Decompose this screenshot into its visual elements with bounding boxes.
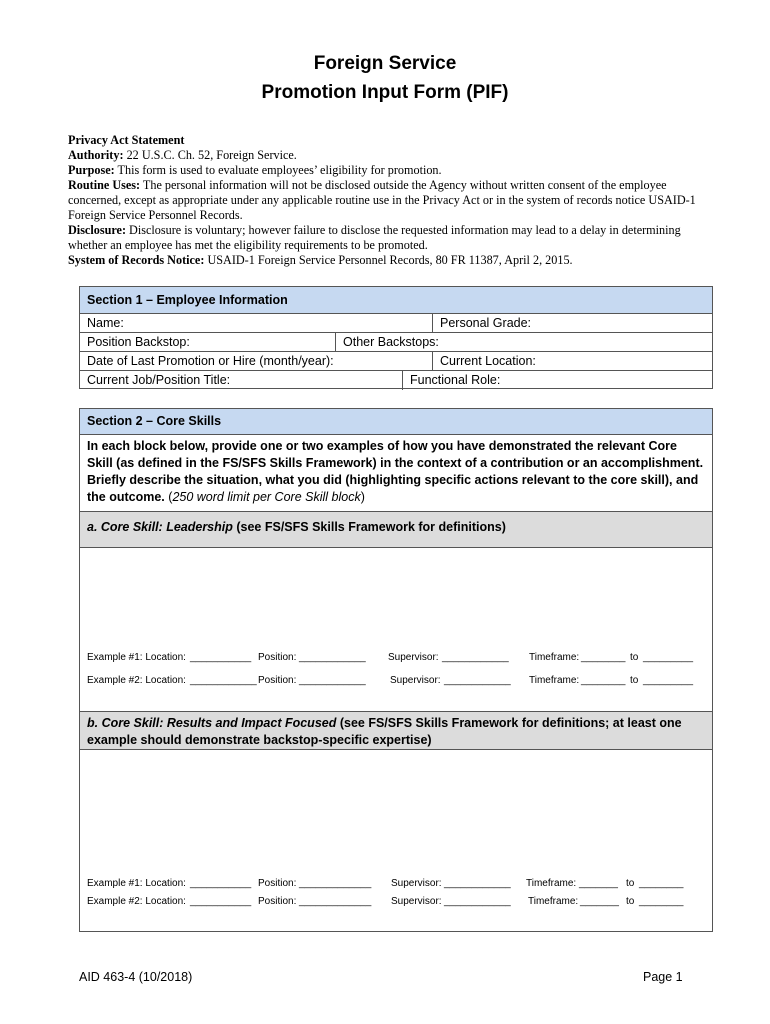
row-name xyxy=(80,314,712,333)
page-number: Page 1 xyxy=(643,970,683,984)
ex2-position-blank[interactable]: ____________ xyxy=(299,675,366,686)
b-ex1-to-blank[interactable]: ________ xyxy=(639,878,684,889)
form-title-line2: Promotion Input Form (PIF) xyxy=(261,82,509,103)
ex1-location-blank[interactable]: ___________ xyxy=(190,652,252,663)
ex1-to-blank[interactable]: _________ xyxy=(643,652,694,663)
sorn-line: System of Records Notice: USAID-1 Foreign Service Personnel Records, 80 FR 11387, April 2, 2015. xyxy=(68,253,573,267)
section2-header: Section 2 – Core Skills xyxy=(80,409,712,435)
last-promotion-date-field[interactable]: Date of Last Promotion or Hire (month/year): xyxy=(87,354,334,368)
routine-uses-line: Routine Uses: The personal information will not be disclosed outside the Agency without written consent of the employee concerned, except as appropriate under any applicable routine use in the Privacy Act or in the system of records notice USAID-1 Foreign Service Personnel Records. xyxy=(68,178,696,222)
disclosure-line: Disclosure: Disclosure is voluntary; however failure to disclose the requested information may lead to a delay in determining whether an employee has met the eligibility requirements to be promoted. xyxy=(68,223,681,252)
b-ex1-position-blank[interactable]: _____________ xyxy=(299,878,372,889)
ex1-position-blank[interactable]: ____________ xyxy=(299,652,366,663)
section1-employee-information xyxy=(79,286,713,389)
core-skill-leadership-header: a. Core Skill: Leadership (see FS/SFS Skills Framework for definitions) xyxy=(80,512,712,548)
b-ex1-supervisor-blank[interactable]: ____________ xyxy=(444,878,511,889)
row-promotion-date xyxy=(80,352,712,371)
b-ex2-to-blank[interactable]: ________ xyxy=(639,896,684,907)
b-ex2-timeframe-blank[interactable]: _______ xyxy=(580,896,619,907)
ex2-location-blank[interactable]: ____________ xyxy=(190,675,257,686)
b-ex2-position-blank[interactable]: _____________ xyxy=(299,896,372,907)
ex2-to-blank[interactable]: _________ xyxy=(643,675,694,686)
name-field[interactable]: Name: xyxy=(87,316,124,330)
core-skill-results-header: b. Core Skill: Results and Impact Focused (see FS/SFS Skills Framework for definitions; at least one example should demonstrate backstop-specific expertise) xyxy=(80,712,712,750)
purpose-line: Purpose: This form is used to evaluate employees’ eligibility for promotion. xyxy=(68,163,442,177)
privacy-act-statement xyxy=(68,133,718,268)
leadership-response-area[interactable]: Example #1: Location: ___________ Position: ____________ Supervisor: ____________ Timeframe: ________ to _________ Example #2: Location: ____________ Position: ____________ Supervisor: ____________ Timeframe: ________ to _________ xyxy=(80,548,712,712)
current-job-title-field[interactable]: Current Job/Position Title: xyxy=(87,373,231,387)
b-ex1-location-blank[interactable]: ___________ xyxy=(190,878,252,889)
row-job-title xyxy=(80,371,712,390)
other-backstops-field[interactable]: Other Backstops: xyxy=(335,333,712,351)
authority-line: Authority: 22 U.S.C. Ch. 52, Foreign Service. xyxy=(68,148,297,162)
b-ex2-location-blank[interactable]: ___________ xyxy=(190,896,252,907)
privacy-heading: Privacy Act Statement xyxy=(68,133,185,147)
b-ex2-supervisor-blank[interactable]: ____________ xyxy=(444,896,511,907)
ex1-supervisor-blank[interactable]: ____________ xyxy=(442,652,509,663)
ex2-timeframe-blank[interactable]: ________ xyxy=(581,675,626,686)
section2-instructions: In each block below, provide one or two examples of how you have demonstrated the relevant Core Skill (as defined in the FS/SFS Skills Framework) in the context of a contribution or an accomplishment. Briefly describe the situation, what you did (highlighting specific actions relevant to the core skill), and the outcome. (250 word limit per Core Skill block) xyxy=(80,435,712,512)
form-number: AID 463-4 (10/2018) xyxy=(79,970,193,984)
section2-core-skills xyxy=(79,408,713,932)
row-backstop xyxy=(80,333,712,352)
ex1-timeframe-blank[interactable]: ________ xyxy=(581,652,626,663)
personal-grade-field[interactable]: Personal Grade: xyxy=(432,314,712,332)
ex2-supervisor-blank[interactable]: ____________ xyxy=(444,675,511,686)
current-location-field[interactable]: Current Location: xyxy=(432,352,712,370)
position-backstop-field[interactable]: Position Backstop: xyxy=(87,335,190,349)
functional-role-field[interactable]: Functional Role: xyxy=(402,371,712,390)
results-response-area[interactable]: Example #1: Location: ___________ Position: _____________ Supervisor: ____________ Timeframe: _______ to ________ Example #2: Location: ___________ Position: _____________ Supervisor: ____________ Timeframe: _______ to ________ xyxy=(87,878,684,907)
b-ex1-timeframe-blank[interactable]: _______ xyxy=(579,878,618,889)
form-title-line1: Foreign Service xyxy=(313,53,457,74)
section1-header: Section 1 – Employee Information xyxy=(80,287,712,314)
